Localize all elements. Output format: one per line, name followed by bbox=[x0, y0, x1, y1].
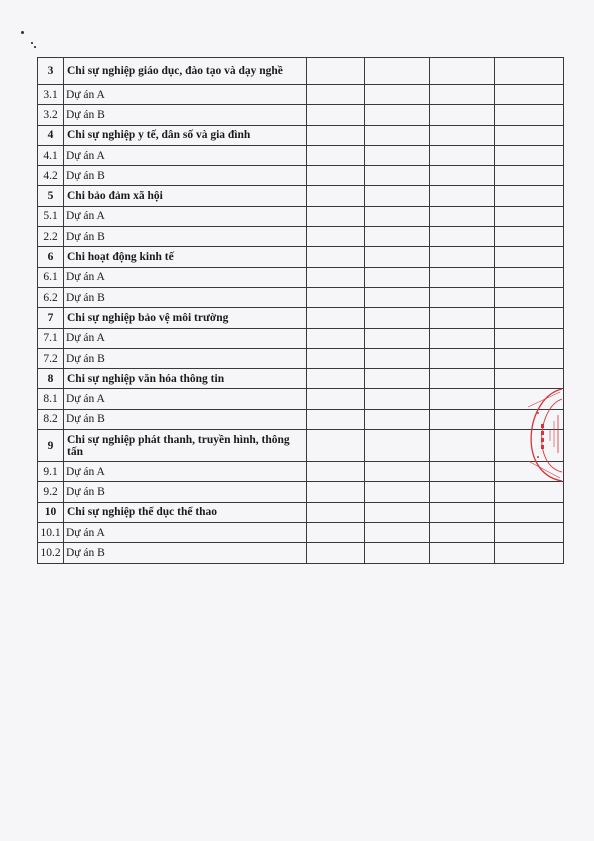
table-row bbox=[38, 369, 564, 389]
table-row bbox=[38, 308, 564, 328]
row-number: 7.2 bbox=[38, 348, 64, 368]
table-row bbox=[38, 389, 564, 409]
row-item-name: Chi sự nghiệp phát thanh, truyền hình, thông tấn bbox=[64, 430, 307, 462]
table-row bbox=[38, 482, 564, 502]
row-number: 4.2 bbox=[38, 166, 64, 186]
row-number: 9 bbox=[38, 430, 64, 462]
budget-table bbox=[37, 57, 564, 564]
row-item-name: Dự án A bbox=[64, 462, 307, 482]
row-number: 4.1 bbox=[38, 145, 64, 165]
row-number: 8 bbox=[38, 369, 64, 389]
row-number: 7 bbox=[38, 308, 64, 328]
row-item-name: Dự án A bbox=[64, 328, 307, 348]
table-row bbox=[38, 85, 564, 105]
row-number: 2.2 bbox=[38, 227, 64, 247]
row-number: 3.1 bbox=[38, 85, 64, 105]
table-row bbox=[38, 145, 564, 165]
row-item-name: Chi sự nghiệp y tế, dân số và gia đình bbox=[64, 125, 307, 145]
red-seal-stamp bbox=[520, 387, 562, 483]
row-number: 8.2 bbox=[38, 409, 64, 429]
row-number: 4 bbox=[38, 125, 64, 145]
table-row bbox=[38, 328, 564, 348]
row-item-name: Dự án B bbox=[64, 543, 307, 563]
row-item-name: Dự án A bbox=[64, 145, 307, 165]
table-row bbox=[38, 430, 564, 462]
table-row bbox=[38, 186, 564, 206]
row-item-name: Chi bảo đảm xã hội bbox=[64, 186, 307, 206]
table-row bbox=[38, 348, 564, 368]
row-number: 9.2 bbox=[38, 482, 64, 502]
row-number: 10.1 bbox=[38, 522, 64, 542]
row-item-name: Dự án A bbox=[64, 522, 307, 542]
row-item-name: Dự án B bbox=[64, 287, 307, 307]
row-item-name: Dự án A bbox=[64, 85, 307, 105]
row-number: 6.1 bbox=[38, 267, 64, 287]
row-number: 3 bbox=[38, 58, 64, 85]
row-number: 5.1 bbox=[38, 206, 64, 226]
row-item-name: Dự án B bbox=[64, 482, 307, 502]
row-number: 10.2 bbox=[38, 543, 64, 563]
table-row bbox=[38, 247, 564, 267]
row-item-name: Chi sự nghiệp giáo dục, đào tạo và dạy nghề bbox=[64, 58, 307, 85]
row-item-name: Dự án B bbox=[64, 348, 307, 368]
row-number: 6.2 bbox=[38, 287, 64, 307]
table-row bbox=[38, 522, 564, 542]
row-number: 7.1 bbox=[38, 328, 64, 348]
row-item-name: Chi sự nghiệp bảo vệ môi trường bbox=[64, 308, 307, 328]
table-row bbox=[38, 502, 564, 522]
table-row bbox=[38, 409, 564, 429]
row-number: 3.2 bbox=[38, 105, 64, 125]
row-item-name: Dự án B bbox=[64, 166, 307, 186]
row-number: 5 bbox=[38, 186, 64, 206]
table-row bbox=[38, 462, 564, 482]
table-row bbox=[38, 105, 564, 125]
row-item-name: Dự án B bbox=[64, 105, 307, 125]
row-number: 6 bbox=[38, 247, 64, 267]
table-row bbox=[38, 287, 564, 307]
row-item-name: Dự án B bbox=[64, 227, 307, 247]
table-row bbox=[38, 267, 564, 287]
table-row bbox=[38, 543, 564, 563]
table-row bbox=[38, 58, 564, 85]
row-item-name: Dự án A bbox=[64, 206, 307, 226]
row-number: 8.1 bbox=[38, 389, 64, 409]
row-item-name: Chi hoạt động kinh tế bbox=[64, 247, 307, 267]
row-item-name: Chi sự nghiệp thể dục thể thao bbox=[64, 502, 307, 522]
row-item-name: Dự án A bbox=[64, 389, 307, 409]
row-number: 9.1 bbox=[38, 462, 64, 482]
table-row bbox=[38, 125, 564, 145]
table-row bbox=[38, 166, 564, 186]
row-item-name: Chi sự nghiệp văn hóa thông tin bbox=[64, 369, 307, 389]
table-row bbox=[38, 227, 564, 247]
table-row bbox=[38, 206, 564, 226]
row-item-name: Dự án B bbox=[64, 409, 307, 429]
row-number: 10 bbox=[38, 502, 64, 522]
row-item-name: Dự án A bbox=[64, 267, 307, 287]
